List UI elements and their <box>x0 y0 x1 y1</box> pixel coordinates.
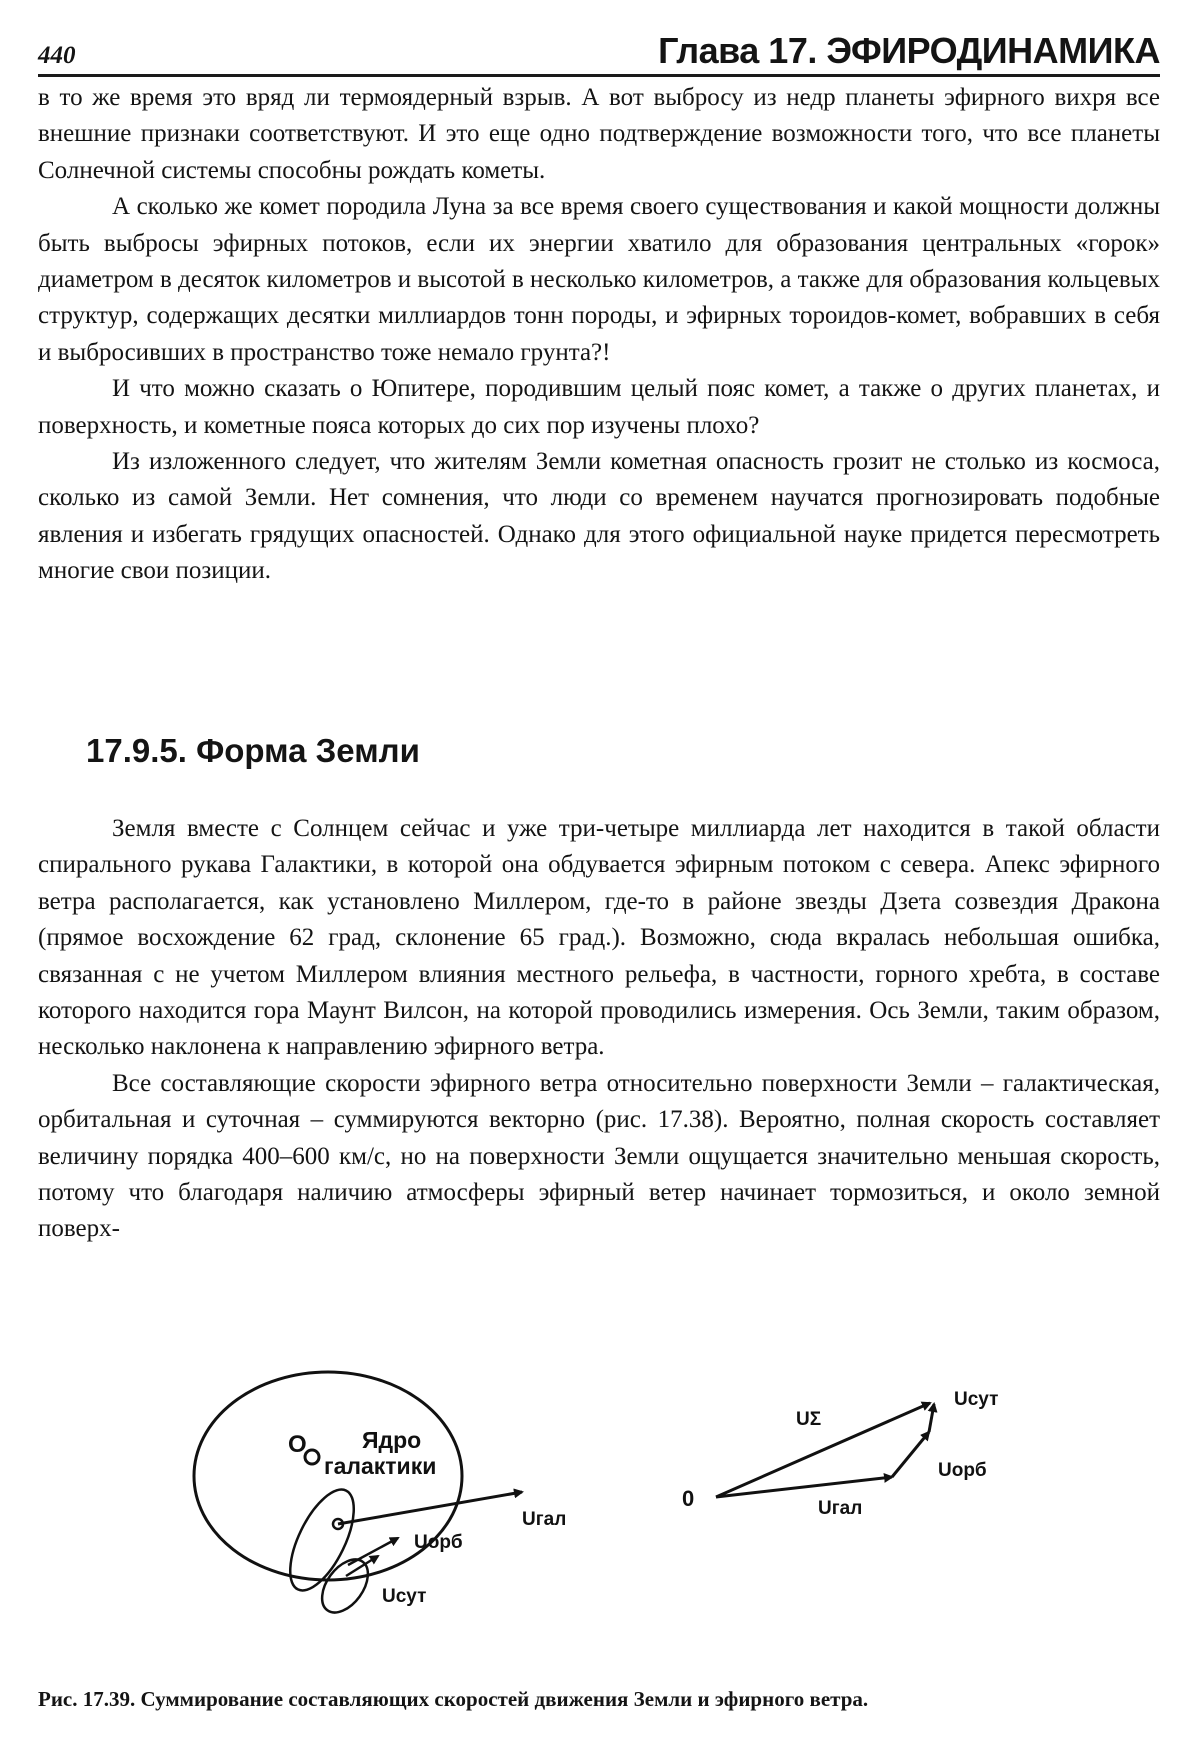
vector-sut-label: Uсут <box>382 1586 427 1607</box>
paragraph: в то же время это вряд ли термоядерный взрыв. А вот выбросу из недр планеты эфирного вихря все внешние признаки соответствуют. И это еще одно подтверждение возможности того, что все планеты Солнечной системы способны рождать кометы. <box>38 84 1160 184</box>
vector-sum-label: UΣ <box>796 1409 822 1430</box>
core-label-line1: Ядро <box>362 1427 422 1453</box>
earth-orbit-ellipse <box>277 1480 367 1599</box>
vector-gal-label-right: Uгал <box>818 1498 863 1519</box>
figure-velocity-diagram <box>0 1370 1200 1670</box>
section-text <box>38 811 1160 1248</box>
vector-orb-arrow-right <box>892 1432 929 1477</box>
vector-sut-arrow-right <box>929 1404 934 1432</box>
vector-gal-arrow <box>338 1492 522 1524</box>
vector-gal-label: Uгал <box>522 1509 567 1530</box>
core-label-line2: галактики <box>324 1453 437 1479</box>
page-number: 440 <box>38 42 76 69</box>
intro-text <box>38 80 1160 590</box>
page-header <box>38 18 1160 77</box>
vector-orb-arrow <box>348 1538 398 1565</box>
figure-svg <box>0 1370 1200 1670</box>
figure-caption: Рис. 17.39. Суммирование составляющих скоростей движения Земли и эфирного ветра. <box>38 1687 869 1711</box>
vector-orb-label-right: Uорб <box>938 1460 987 1481</box>
origin-label-right: 0 <box>682 1486 695 1511</box>
vector-orb-label: Uорб <box>414 1532 463 1553</box>
paragraph: А сколько же комет породила Луна за все время своего существования и какой мощности должны быть выбросы эфирных потоков, если их энергии хватило для образования центральных «горок» диаметром в десяток километров и высотой в несколько километров, а также для образования кольцевых структур, содержащих десятки миллиардов тонн породы, и эфирных тороидов-комет, вобравших в себя и выбросивших в пространство тоже немало грунта?! <box>38 193 1160 366</box>
chapter-title: Глава 17. ЭФИРОДИНАМИКА <box>658 30 1160 71</box>
left-diagram <box>194 1372 566 1621</box>
paragraph: Земля вместе с Солнцем сейчас и уже три-четыре миллиарда лет находится в такой области спирального рукава Галактики, в которой она обдувается эфирным потоком с севера. Апекс эфирного ветра располагается, как установлено Миллером, где-то в районе звезды Дзета созвездия Дракона (прямое восхождение 62 град, склонение 65 град.). Возможно, сюда вкралась небольшая ошибка, связанная с не учетом Миллером влияния местного рельефа, в частности, горного хребта, в составе которого находится гора Маунт Вилсон, на которой проводились измерения. Ось Земли, таким образом, несколько наклонена к направлению эфирного ветра. <box>38 815 1160 1061</box>
paragraph: И что можно сказать о Юпитере, породившим целый пояс комет, а также о других планетах, и поверхность, и кометные пояса которых до сих пор изучены плохо? <box>38 375 1160 439</box>
vector-sut-label-right: Uсут <box>954 1389 999 1410</box>
section-heading: 17.9.5. Форма Земли <box>86 732 420 769</box>
paragraph: Все составляющие скорости эфирного ветра относительно поверхности Земли – галактическая, орбитальная и суточная – суммируются векторно (рис. 17.38). Вероятно, полная скорость составляет величину порядка 400–600 км/с, но на поверхности Земли ощущается значительно меньшая скорость, потому что благодаря наличию атмосферы эфирный ветер начинает тормозиться, и около земной поверх- <box>38 1069 1160 1243</box>
galactic-core-point <box>305 1450 319 1464</box>
right-diagram <box>682 1389 998 1519</box>
vector-sum-arrow <box>716 1403 930 1497</box>
core-origin-label: O <box>288 1431 307 1458</box>
paragraph: Из изложенного следует, что жителям Земли кометная опасность грозит не столько из космоса, сколько из самой Земли. Нет сомнения, что люди со временем научатся прогнозировать подобные явления и избегать грядущих опасностей. Однако для этого официальной науке придется пересмотреть многие свои позиции. <box>38 448 1160 585</box>
